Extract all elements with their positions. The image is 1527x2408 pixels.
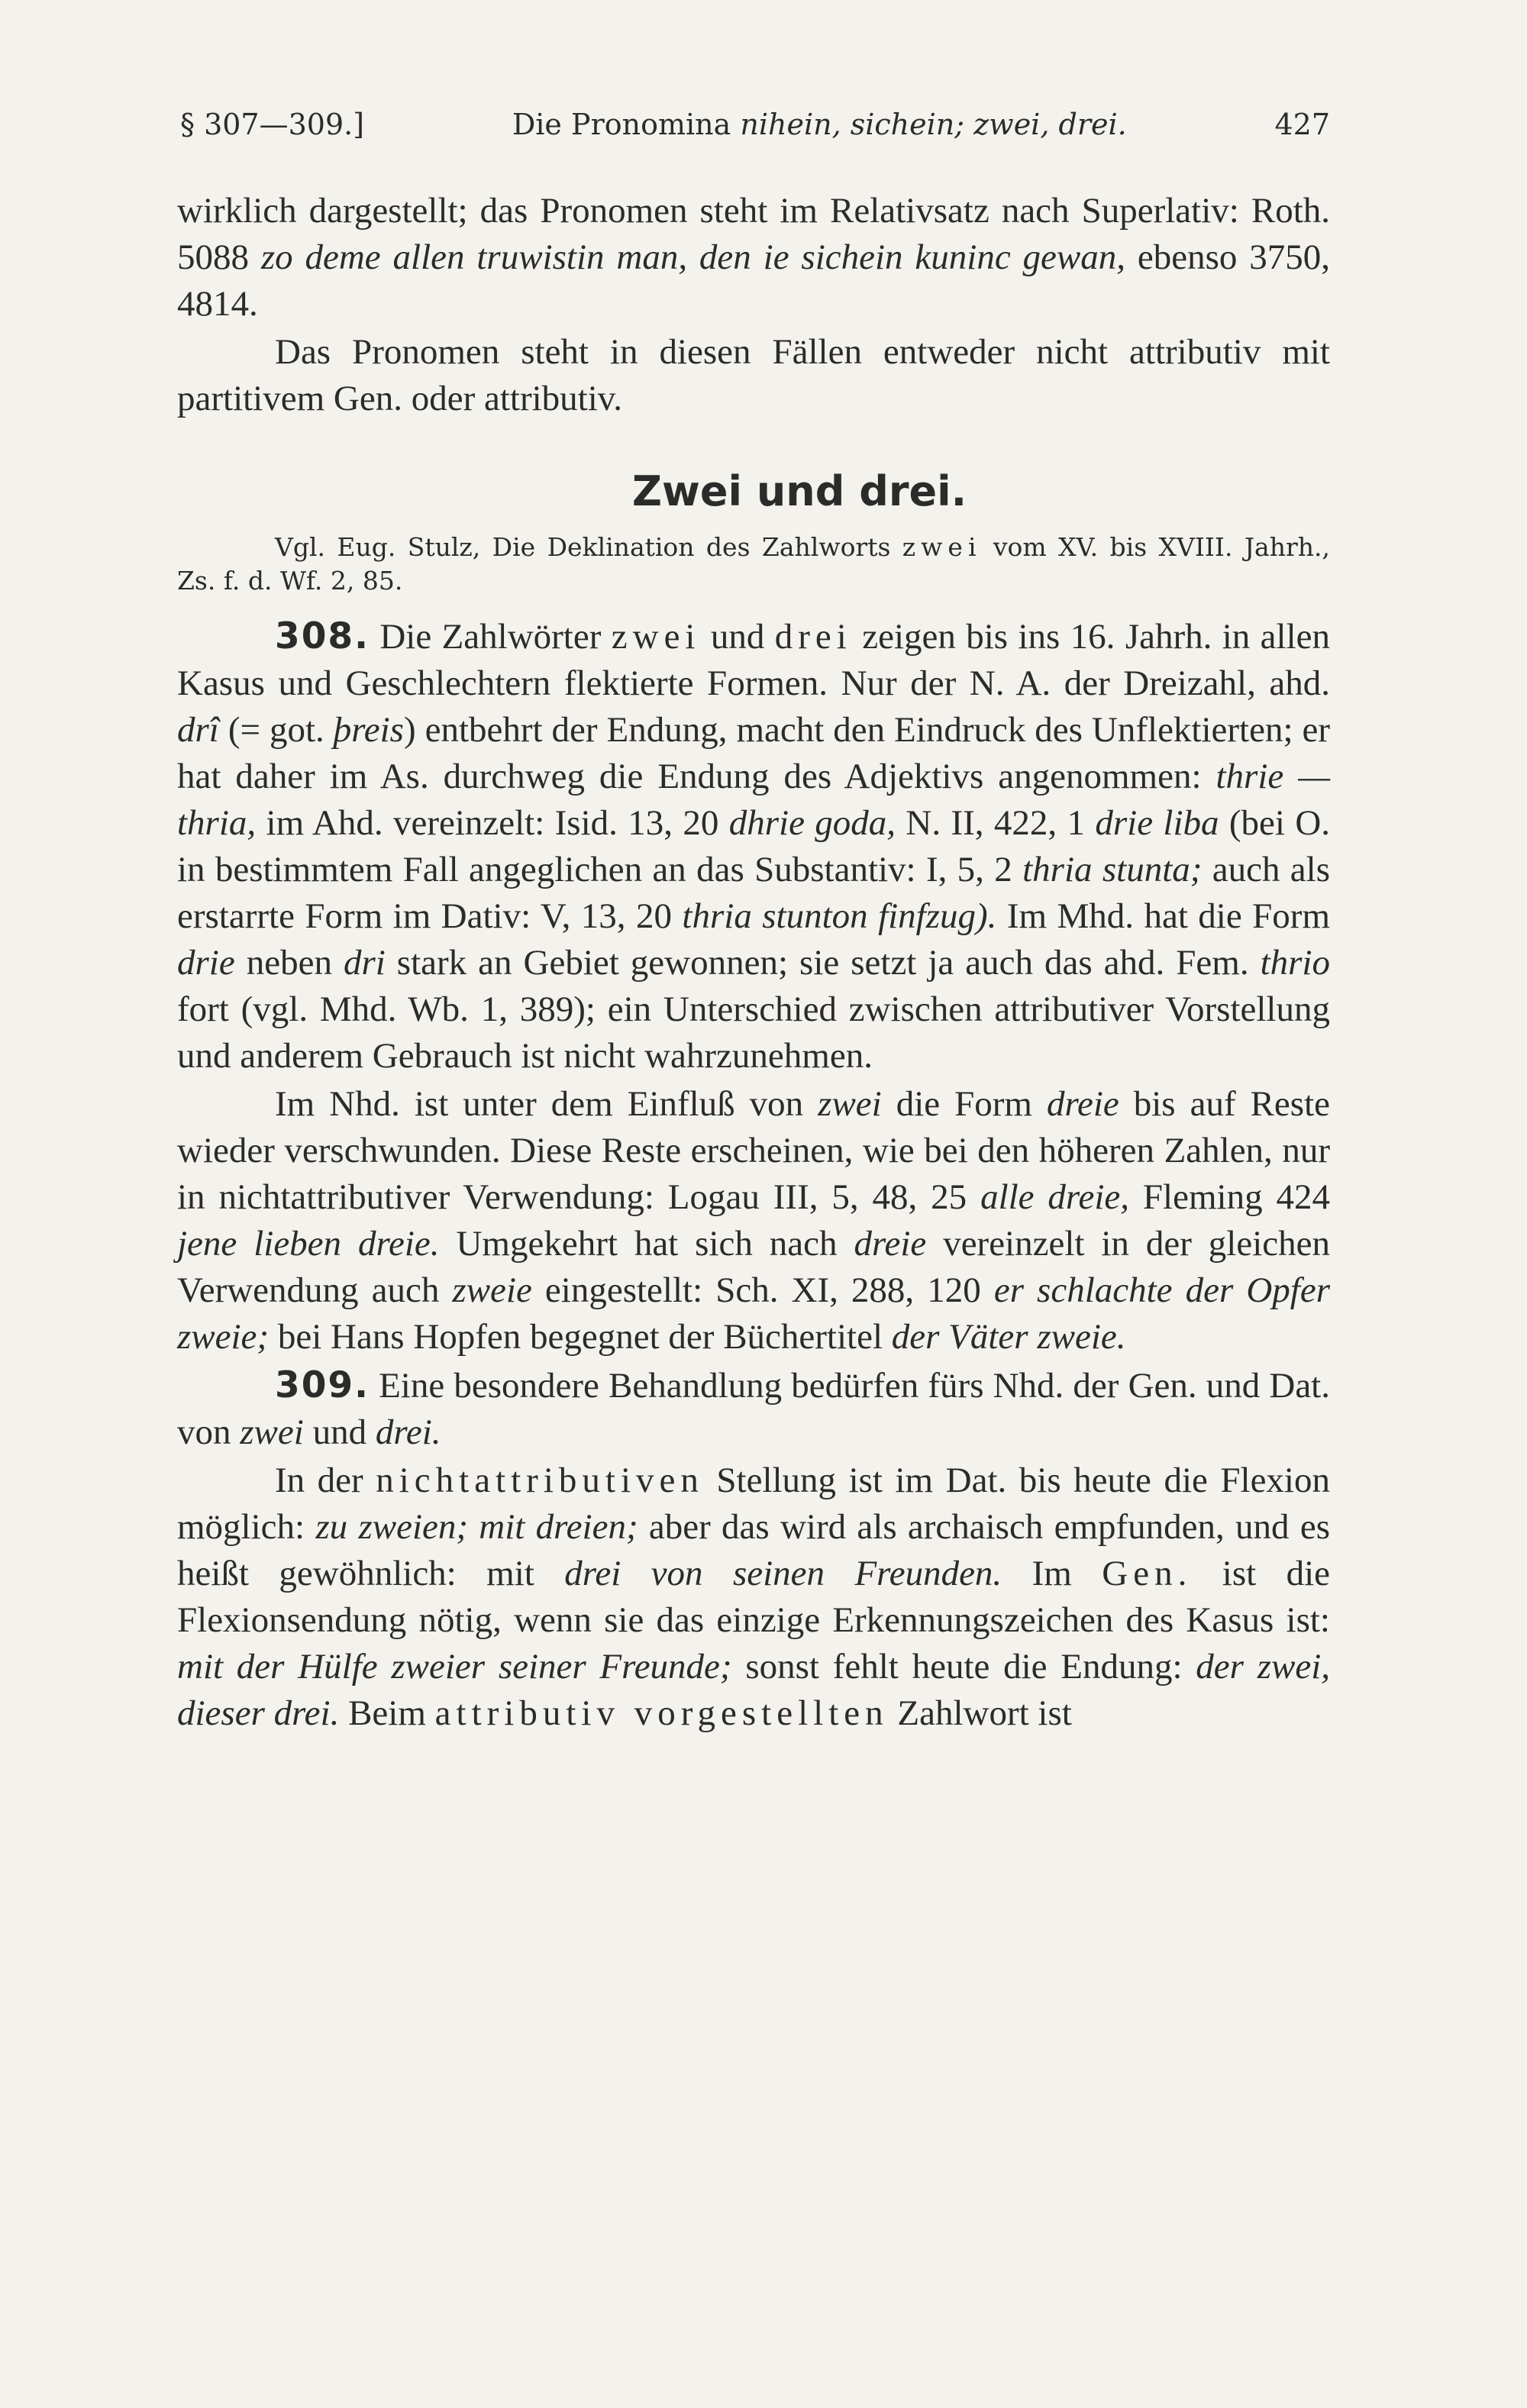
header-section-range: § 307—309.] bbox=[180, 108, 365, 141]
bibliographic-reference: Vgl. Eug. Stulz, Die Deklination des Zahlworts zwei vom XV. bis XVIII. Jahrh., Zs. f. d. Wf. 2, 85. bbox=[177, 532, 1330, 596]
section-number-308: 308. bbox=[275, 615, 370, 657]
header-title: Die Pronomina nihein, sichein; zwei, drei. bbox=[512, 108, 1127, 141]
section-number-309: 309. bbox=[275, 1364, 370, 1406]
section-308: 308. Die Zahlwörter zwei und drei zeigen bis ins 16. Jahrh. in allen Kasus und Geschlechtern flektierte Formen. Nur der N. A. der Dreizahl, ahd. drî (= got. þreis) entbehrt der Endung, macht den Eindruck des Unflektierten; er hat daher im As. durchweg die Endung des Adjektivs angenommen: thrie — thria, im Ahd. vereinzelt: Isid. 13, 20 dhrie goda, N. II, 422, 1 drie liba (bei O. in bestimmtem Fall angeglichen an das Substantiv: I, 5, 2 thria stunta; auch als erstarrte Form im Dativ: V, 13, 20 thria stunton finfzug). Im Mhd. hat die Form drie neben dri stark an Gebiet gewonnen; sie setzt ja auch das ahd. Fem. thrio fort (vgl. Mhd. Wb. 1, 389); ein Unterschied zwischen attributiver Vorstellung und anderem Gebrauch ist nicht wahrzunehmen. bbox=[177, 615, 1331, 1076]
paragraph-attributive: Das Pronomen steht in diesen Fällen entweder nicht attributiv mit partitivem Gen. oder attributiv. bbox=[177, 332, 1330, 418]
running-header bbox=[177, 105, 1330, 144]
paragraph-continuation: wirklich dargestellt; das Pronomen steht im Relativsatz nach Superlativ: Roth. 5088 zo deme allen truwistin man, den ie sichein kuninc gewan, ebenso 3750, 4814. bbox=[177, 191, 1330, 324]
section-309: 309. Eine besondere Behandlung bedürfen fürs Nhd. der Gen. und Dat. von zwei und drei. bbox=[177, 1364, 1330, 1452]
section-heading: Zwei und drei. bbox=[631, 467, 967, 515]
paragraph-nichtattributiv: In der nichtattributiven Stellung ist im Dat. bis heute die Flexion möglich: zu zweien; mit dreien; aber das wird als archaisch empfunden, und es heißt gewöhnlich: mit drei von seinen Freunden. Im Gen. ist die Flexionsendung nötig, wenn sie das einzige Erkennungszeichen des Kasus ist: mit der Hülfe zweier seiner Freunde; sonst fehlt heute die Endung: der zwei, dieser drei. Beim attributiv vorgestellten Zahlwort ist bbox=[177, 1461, 1331, 1733]
paragraph-nhd: Im Nhd. ist unter dem Einfluß von zwei die Form dreie bis auf Reste wieder verschwunden. Diese Reste erscheinen, wie bei den höheren Zahlen, nur in nichtattributiver Verwendung: Logau III, 5, 48, 25 alle dreie, Fleming 424 jene lieben dreie. Umgekehrt hat sich nach dreie vereinzelt in der gleichen Verwendung auch zweie eingestellt: Sch. XI, 288, 120 er schlachte der Opfer zweie; bei Hans Hopfen begegnet der Büchertitel der Väter zweie. bbox=[177, 1084, 1330, 1357]
page-number: 427 bbox=[1274, 108, 1330, 141]
